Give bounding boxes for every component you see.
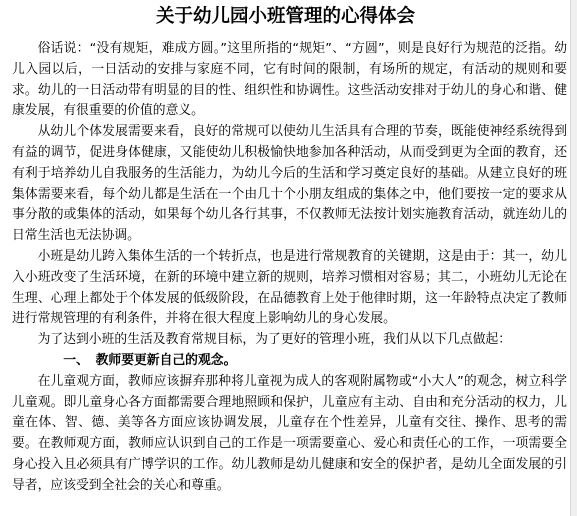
document-body	[12, 39, 567, 497]
section-1-heading-text: 教师要更新自己的观念。	[95, 352, 237, 368]
section-1-heading	[12, 351, 567, 372]
paragraph-4: 为了达到小班的生活及教育常规目标，为了更好的管理小班，我们从以下几点做起：	[37, 332, 512, 348]
section-1-paragraph: 在儿童观方面，教师应该摒弃那种将儿童视为成人的客观附属物或“小大人”的观念，树立科学儿童观。即儿童身心各方面都需要合理地照顾和保护，儿童应有主动、自由和充分活动的权力，儿童在体、智、德、美等各方面应该协调发展，儿童存在个性差异，儿童有交往、操作、思考的需要。在教师观方面，教师应认识到自己的工作是一项需要童心、爱心和责任心的工作，一项需要全身心投入且必须具有广博学识的工作。幼儿教师是幼儿健康和安全的保护者，是幼儿全面发展的引导者，应该受到全社会的关心和尊重。	[12, 373, 567, 493]
section-1-number: 一、	[63, 352, 89, 368]
paragraph-2: 从幼儿个体发展需要来看，良好的常规可以使幼儿生活具有合理的节奏，既能使神经系统得到有益的调节，促进身体健康，又能使幼儿积极愉快地参加各种活动，从而受到更为全面的教育，还有利于培养幼儿自我服务的生活能力，为幼儿今后的生活和学习奠定良好的基础。从建立良好的班集体需要来看，每个幼儿都是生活在一个由几十个小朋友组成的集体之中，他们要按一定的要求从事分散的或集体的活动，如果每个幼儿各行其事，不仅教师无法按计划实施教育活动，就连幼儿的日常生活也无法协调。	[12, 124, 567, 244]
paragraph-3: 小班是幼儿跨入集体生活的一个转折点，也是进行常规教育的关键期，这是由于：其一，幼儿入小班改变了生活环境，在新的环境中建立新的规则，培养习惯相对容易；其二，小班幼儿无论在生理、心理上都处于个体发展的低级阶段，在品德教育上处于他律时期，这一年龄特点决定了教师进行常规管理的有利条件，并将在很大程度上影响幼儿的身心发展。	[12, 248, 567, 327]
paragraph-1: 俗话说：“没有规矩，难成方圆。”这里所指的“规矩”、“方圆”，则是良好行为规范的泛指。幼儿入园以后，一日活动的安排与家庭不同，它有时间的限制，有场所的规定，有活动的规则和要求。幼儿的一日活动带有明显的目的性、组织性和协调性。这些活动安排对于幼儿的身心和谐、健康发展，有很重要的价值的意义。	[12, 41, 567, 119]
scrollbar-edge[interactable]	[570, 0, 577, 516]
document-title: 关于幼儿园小班管理的心得体会	[155, 6, 415, 27]
